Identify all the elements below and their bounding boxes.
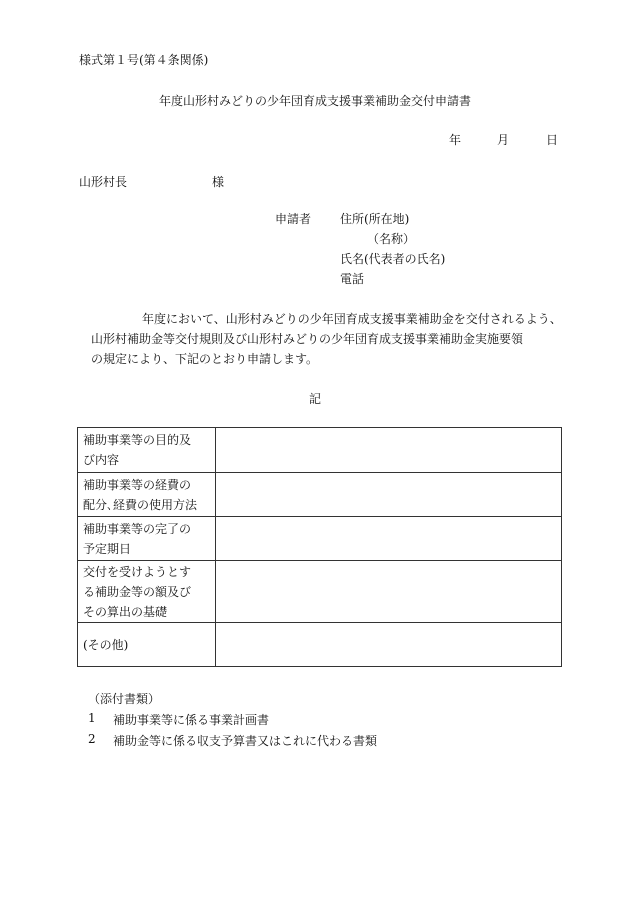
applicant-label: 申請者: [275, 212, 312, 226]
body-text-line-3: の規定により、下記のとおり申請します。: [91, 352, 319, 366]
addressee: 山形村長: [79, 175, 128, 189]
honorific: 様: [212, 175, 225, 189]
row-value-field[interactable]: [216, 517, 562, 561]
table-row: [78, 473, 562, 517]
date-month-label: 月: [497, 133, 510, 147]
table-row: [78, 428, 562, 473]
table-row: [78, 623, 562, 667]
row-label: (その他): [78, 623, 216, 667]
row-value-field[interactable]: [216, 473, 562, 517]
form-number: 様式第１号(第４条関係): [79, 53, 209, 67]
attachment-item: 補助金等に係る収支予算書又はこれに代わる書類: [113, 734, 378, 748]
body-text-line-2: 山形村補助金等交付規則及び山形村みどりの少年団育成支援事業補助金実施要領: [91, 332, 524, 346]
page-title: 年度山形村みどりの少年団育成支援事業補助金交付申請書: [158, 94, 471, 108]
date-year-label: 年: [449, 133, 462, 147]
table-row: [78, 517, 562, 561]
applicant-rep-name-label: 氏名(代表者の氏名): [340, 252, 446, 266]
row-value-field[interactable]: [216, 428, 562, 473]
row-label: 補助事業等の目的及 び内容: [78, 428, 216, 473]
row-value-field[interactable]: [216, 561, 562, 623]
date-day-label: 日: [546, 133, 559, 147]
applicant-phone-label: 電話: [340, 272, 365, 286]
applicant-address-label: 住所(所在地): [340, 212, 410, 226]
body-text-line-1: 年度において、山形村みどりの少年団育成支援事業補助金を交付されるよう、: [142, 312, 562, 326]
row-label: 補助事業等の経費の 配分､経費の使用方法: [78, 473, 216, 517]
ki-heading: 記: [308, 392, 321, 406]
table-row: [78, 561, 562, 623]
applicant-org-name-label: （名称）: [367, 232, 416, 246]
row-label: 補助事業等の完了の 予定期日: [78, 517, 216, 561]
attachment-number: 1: [88, 711, 96, 725]
attachments-heading: （添付書類）: [88, 692, 161, 706]
row-value-field[interactable]: [216, 623, 562, 667]
row-label: 交付を受けようとす る補助金等の額及び その算出の基礎: [78, 561, 216, 623]
items-table: [77, 427, 562, 667]
attachment-number: 2: [88, 732, 96, 746]
attachment-item: 補助事業等に係る事業計画書: [113, 713, 270, 727]
